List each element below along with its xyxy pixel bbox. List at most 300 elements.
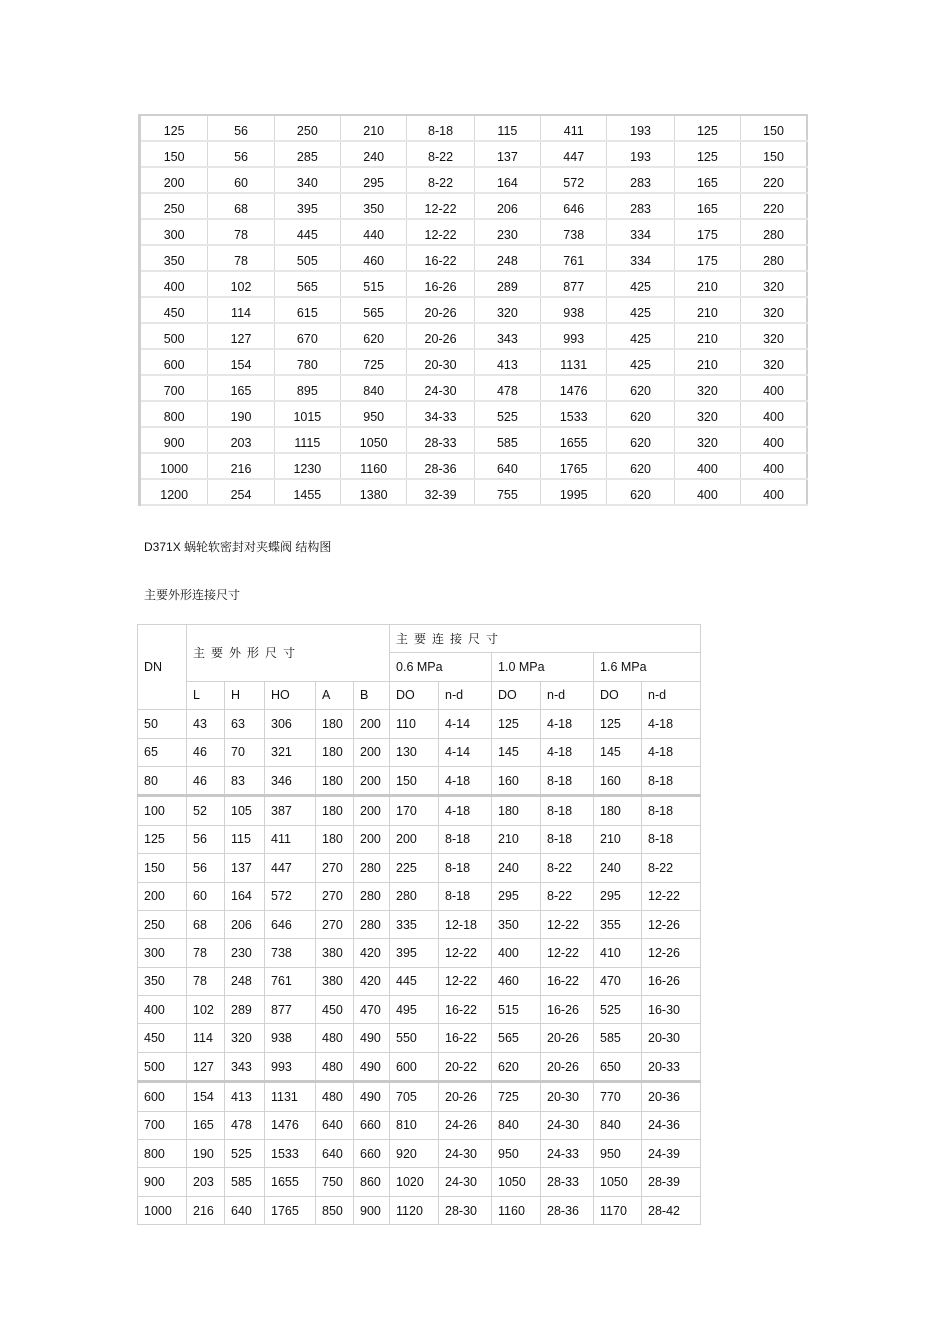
table-cell: 28-36 <box>541 1196 594 1224</box>
table-cell: 150 <box>138 854 187 882</box>
column-header: HO <box>265 681 316 709</box>
table-cell: 175 <box>674 219 740 245</box>
table-cell: 565 <box>492 1024 541 1052</box>
table-cell: 320 <box>674 401 740 427</box>
table-cell: 270 <box>316 910 354 938</box>
table-cell: 8-22 <box>642 854 701 882</box>
table-cell: 34-33 <box>407 401 474 427</box>
table-row <box>140 297 808 323</box>
column-header: DO <box>492 681 541 709</box>
table-cell: 24-36 <box>642 1111 701 1139</box>
table-cell: 895 <box>274 375 340 401</box>
table-cell: 56 <box>187 854 225 882</box>
table-cell: 425 <box>607 271 674 297</box>
column-header: B <box>354 681 390 709</box>
table-cell: 770 <box>594 1082 642 1111</box>
table-cell: 230 <box>225 939 265 967</box>
table-cell: 620 <box>607 427 674 453</box>
table-cell: 585 <box>474 427 540 453</box>
table-cell: 1476 <box>541 375 607 401</box>
table-cell: 640 <box>225 1196 265 1224</box>
table-cell: 52 <box>187 796 225 825</box>
table-cell: 78 <box>208 219 274 245</box>
pressure-header-0-6: 0.6 MPa <box>390 653 492 681</box>
table-cell: 600 <box>390 1052 439 1081</box>
table-row <box>138 967 701 995</box>
table-cell: 12-22 <box>439 967 492 995</box>
table-cell: 180 <box>492 796 541 825</box>
table-cell: 705 <box>390 1082 439 1111</box>
table-cell: 28-33 <box>407 427 474 453</box>
table-cell: 28-36 <box>407 453 474 479</box>
table-cell: 646 <box>265 910 316 938</box>
table-cell: 1160 <box>341 453 407 479</box>
table-cell: 700 <box>138 1111 187 1139</box>
table-cell: 127 <box>187 1052 225 1081</box>
table-cell: 60 <box>208 167 274 193</box>
table-cell: 280 <box>741 245 807 271</box>
table-cell: 127 <box>208 323 274 349</box>
table-cell: 280 <box>354 910 390 938</box>
table-cell: 8-22 <box>541 854 594 882</box>
table-cell: 125 <box>594 710 642 738</box>
table-row <box>138 710 701 738</box>
table-cell: 180 <box>594 796 642 825</box>
table-cell: 920 <box>390 1140 439 1168</box>
table-cell: 270 <box>316 854 354 882</box>
column-header: DO <box>390 681 439 709</box>
table-cell: 400 <box>741 479 807 505</box>
table-cell: 154 <box>187 1082 225 1111</box>
table-row <box>140 115 808 141</box>
table-cell: 200 <box>140 167 208 193</box>
table-cell: 8-18 <box>642 825 701 853</box>
table-cell: 950 <box>492 1140 541 1168</box>
table-cell: 28-42 <box>642 1196 701 1224</box>
table-cell: 248 <box>225 967 265 995</box>
table-cell: 193 <box>607 115 674 141</box>
table-cell: 950 <box>594 1140 642 1168</box>
table-cell: 4-18 <box>439 766 492 795</box>
table-row <box>138 825 701 853</box>
column-header: A <box>316 681 354 709</box>
table-cell: 900 <box>140 427 208 453</box>
table-cell: 1020 <box>390 1168 439 1196</box>
table-cell: 900 <box>138 1168 187 1196</box>
table-cell: 565 <box>341 297 407 323</box>
table-cell: 83 <box>225 766 265 795</box>
table-cell: 165 <box>187 1111 225 1139</box>
table-cell: 620 <box>607 401 674 427</box>
table-cell: 525 <box>474 401 540 427</box>
table-cell: 1655 <box>265 1168 316 1196</box>
table-row <box>138 910 701 938</box>
table-cell: 1200 <box>140 479 208 505</box>
table-cell: 525 <box>594 996 642 1024</box>
table-cell: 646 <box>541 193 607 219</box>
table-row <box>140 141 808 167</box>
table-row <box>138 1052 701 1081</box>
table-cell: 480 <box>316 1052 354 1081</box>
table-cell: 600 <box>138 1082 187 1111</box>
table-cell: 12-22 <box>407 193 474 219</box>
table-cell: 20-30 <box>541 1082 594 1111</box>
table-cell: 4-18 <box>541 710 594 738</box>
table-cell: 620 <box>607 375 674 401</box>
table-cell: 334 <box>607 219 674 245</box>
table-cell: 500 <box>140 323 208 349</box>
table-row <box>138 939 701 967</box>
table-cell: 16-22 <box>407 245 474 271</box>
table-cell: 115 <box>474 115 540 141</box>
dn-header: DN <box>138 625 187 710</box>
column-header: n-d <box>439 681 492 709</box>
table-cell: 1765 <box>541 453 607 479</box>
table-cell: 24-39 <box>642 1140 701 1168</box>
table-cell: 125 <box>674 115 740 141</box>
table-cell: 480 <box>316 1082 354 1111</box>
table-cell: 12-22 <box>541 939 594 967</box>
table-cell: 810 <box>390 1111 439 1139</box>
table-cell: 1050 <box>594 1168 642 1196</box>
table-cell: 240 <box>594 854 642 882</box>
table-cell: 160 <box>492 766 541 795</box>
table-cell: 500 <box>138 1052 187 1081</box>
table-cell: 190 <box>208 401 274 427</box>
table-cell: 400 <box>492 939 541 967</box>
table-cell: 400 <box>741 427 807 453</box>
table-cell: 125 <box>492 710 541 738</box>
table-cell: 738 <box>541 219 607 245</box>
table-cell: 4-14 <box>439 738 492 766</box>
table-cell: 150 <box>390 766 439 795</box>
table-cell: 320 <box>225 1024 265 1052</box>
table-cell: 210 <box>341 115 407 141</box>
table-cell: 320 <box>741 271 807 297</box>
table-cell: 24-26 <box>439 1111 492 1139</box>
table-cell: 225 <box>390 854 439 882</box>
table-cell: 68 <box>208 193 274 219</box>
table-cell: 200 <box>354 766 390 795</box>
table-cell: 102 <box>187 996 225 1024</box>
table-cell: 65 <box>138 738 187 766</box>
table-cell: 28-33 <box>541 1168 594 1196</box>
table-cell: 620 <box>607 453 674 479</box>
table-row <box>138 1168 701 1196</box>
table-cell: 216 <box>208 453 274 479</box>
table-cell: 400 <box>741 453 807 479</box>
table-cell: 585 <box>594 1024 642 1052</box>
table-cell: 470 <box>354 996 390 1024</box>
table-cell: 8-18 <box>541 796 594 825</box>
table-cell: 877 <box>265 996 316 1024</box>
table-cell: 8-18 <box>439 825 492 853</box>
table-cell: 993 <box>541 323 607 349</box>
table-cell: 515 <box>341 271 407 297</box>
table-cell: 340 <box>274 167 340 193</box>
table-cell: 193 <box>607 141 674 167</box>
table-cell: 164 <box>225 882 265 910</box>
table-cell: 280 <box>354 854 390 882</box>
table-cell: 761 <box>265 967 316 995</box>
column-header: L <box>187 681 225 709</box>
table-cell: 295 <box>341 167 407 193</box>
table-cell: 248 <box>474 245 540 271</box>
table-cell: 395 <box>390 939 439 967</box>
table-cell: 334 <box>607 245 674 271</box>
table-cell: 20-30 <box>642 1024 701 1052</box>
table-cell: 8-18 <box>407 115 474 141</box>
table-cell: 12-22 <box>407 219 474 245</box>
table-cell: 755 <box>474 479 540 505</box>
table-cell: 206 <box>474 193 540 219</box>
table-cell: 200 <box>354 738 390 766</box>
table-cell: 490 <box>354 1052 390 1081</box>
table-row <box>138 854 701 882</box>
table-row <box>140 167 808 193</box>
connection-dimension-table <box>137 624 701 1225</box>
table-cell: 620 <box>492 1052 541 1081</box>
table-cell: 445 <box>274 219 340 245</box>
table-cell: 572 <box>541 167 607 193</box>
table-cell: 4-18 <box>642 738 701 766</box>
table-cell: 420 <box>354 939 390 967</box>
table-cell: 16-30 <box>642 996 701 1024</box>
table-row <box>138 1111 701 1139</box>
table-cell: 450 <box>316 996 354 1024</box>
table-cell: 24-30 <box>439 1140 492 1168</box>
table-cell: 8-22 <box>407 141 474 167</box>
table-cell: 1655 <box>541 427 607 453</box>
table-cell: 450 <box>138 1024 187 1052</box>
table-cell: 650 <box>594 1052 642 1081</box>
table-cell: 447 <box>265 854 316 882</box>
table-cell: 24-33 <box>541 1140 594 1168</box>
table-cell: 170 <box>390 796 439 825</box>
table-cell: 102 <box>208 271 274 297</box>
table-cell: 130 <box>390 738 439 766</box>
table-cell: 56 <box>187 825 225 853</box>
table-cell: 320 <box>674 375 740 401</box>
table-cell: 400 <box>741 375 807 401</box>
table-cell: 350 <box>138 967 187 995</box>
table-row <box>138 1024 701 1052</box>
table-cell: 295 <box>594 882 642 910</box>
dimension-table-top-body <box>140 115 808 505</box>
table-cell: 24-30 <box>439 1168 492 1196</box>
table-cell: 306 <box>265 710 316 738</box>
table-cell: 445 <box>390 967 439 995</box>
table-cell: 12-22 <box>642 882 701 910</box>
table-cell: 150 <box>140 141 208 167</box>
table-cell: 478 <box>225 1111 265 1139</box>
table-cell: 490 <box>354 1082 390 1111</box>
table-cell: 413 <box>225 1082 265 1111</box>
table-cell: 280 <box>741 219 807 245</box>
table-cell: 572 <box>265 882 316 910</box>
table-cell: 840 <box>594 1111 642 1139</box>
table-cell: 400 <box>674 453 740 479</box>
table-cell: 56 <box>208 141 274 167</box>
table-cell: 320 <box>474 297 540 323</box>
table-cell: 200 <box>354 796 390 825</box>
table-cell: 20-30 <box>407 349 474 375</box>
table-row <box>140 401 808 427</box>
table-cell: 100 <box>138 796 187 825</box>
table-cell: 12-18 <box>439 910 492 938</box>
table-cell: 490 <box>354 1024 390 1052</box>
table-cell: 125 <box>674 141 740 167</box>
table-cell: 114 <box>187 1024 225 1052</box>
table-cell: 4-18 <box>642 710 701 738</box>
table-cell: 400 <box>138 996 187 1024</box>
table-cell: 387 <box>265 796 316 825</box>
table-cell: 200 <box>390 825 439 853</box>
table-cell: 16-26 <box>642 967 701 995</box>
table-cell: 4-18 <box>541 738 594 766</box>
table-cell: 206 <box>225 910 265 938</box>
table-cell: 63 <box>225 710 265 738</box>
table-cell: 410 <box>594 939 642 967</box>
table-cell: 380 <box>316 967 354 995</box>
table-row <box>140 271 808 297</box>
table-cell: 46 <box>187 738 225 766</box>
table-cell: 411 <box>541 115 607 141</box>
table-cell: 350 <box>492 910 541 938</box>
table-cell: 860 <box>354 1168 390 1196</box>
table-cell: 343 <box>225 1052 265 1081</box>
table-cell: 240 <box>492 854 541 882</box>
table-cell: 343 <box>474 323 540 349</box>
table-cell: 850 <box>316 1196 354 1224</box>
table-cell: 505 <box>274 245 340 271</box>
table-row <box>138 766 701 795</box>
table-row <box>140 427 808 453</box>
table-cell: 1380 <box>341 479 407 505</box>
table-cell: 154 <box>208 349 274 375</box>
table-cell: 285 <box>274 141 340 167</box>
table-cell: 1455 <box>274 479 340 505</box>
table-cell: 250 <box>138 910 187 938</box>
table-cell: 210 <box>674 271 740 297</box>
table-cell: 450 <box>140 297 208 323</box>
table-cell: 145 <box>492 738 541 766</box>
table-cell: 46 <box>187 766 225 795</box>
structure-diagram-caption: D371X 蜗轮软密封对夹蝶阀 结构图 <box>144 540 332 554</box>
table-cell: 738 <box>265 939 316 967</box>
table-cell: 1131 <box>265 1082 316 1111</box>
table-cell: 780 <box>274 349 340 375</box>
table-cell: 515 <box>492 996 541 1024</box>
table-cell: 150 <box>741 141 807 167</box>
table-cell: 78 <box>208 245 274 271</box>
table-cell: 938 <box>265 1024 316 1052</box>
table-cell: 8-18 <box>642 796 701 825</box>
table-row <box>140 193 808 219</box>
table-row <box>140 453 808 479</box>
table-cell: 495 <box>390 996 439 1024</box>
table-cell: 8-18 <box>541 766 594 795</box>
table-cell: 137 <box>474 141 540 167</box>
table-cell: 165 <box>674 193 740 219</box>
table-cell: 670 <box>274 323 340 349</box>
table-cell: 165 <box>208 375 274 401</box>
table-cell: 447 <box>541 141 607 167</box>
table-cell: 16-26 <box>541 996 594 1024</box>
table-cell: 400 <box>741 401 807 427</box>
table-cell: 200 <box>138 882 187 910</box>
table-cell: 550 <box>390 1024 439 1052</box>
table-row <box>140 479 808 505</box>
table-row <box>140 219 808 245</box>
table-cell: 16-26 <box>407 271 474 297</box>
table-cell: 24-30 <box>407 375 474 401</box>
table-cell: 1160 <box>492 1196 541 1224</box>
table-cell: 478 <box>474 375 540 401</box>
table-cell: 12-26 <box>642 939 701 967</box>
table-cell: 210 <box>594 825 642 853</box>
table-cell: 321 <box>265 738 316 766</box>
pressure-header-1-6: 1.6 MPa <box>594 653 701 681</box>
table-cell: 28-39 <box>642 1168 701 1196</box>
column-header: H <box>225 681 265 709</box>
table-cell: 640 <box>316 1111 354 1139</box>
table-cell: 20-33 <box>642 1052 701 1081</box>
table-cell: 8-22 <box>541 882 594 910</box>
table-cell: 1050 <box>341 427 407 453</box>
table-cell: 600 <box>140 349 208 375</box>
table-cell: 993 <box>265 1052 316 1081</box>
table-cell: 320 <box>741 349 807 375</box>
table-cell: 840 <box>341 375 407 401</box>
table-cell: 1765 <box>265 1196 316 1224</box>
table-cell: 1476 <box>265 1111 316 1139</box>
table-row <box>138 738 701 766</box>
table-cell: 50 <box>138 710 187 738</box>
table-cell: 203 <box>187 1168 225 1196</box>
table-cell: 56 <box>208 115 274 141</box>
table-cell: 16-22 <box>439 1024 492 1052</box>
table-cell: 8-18 <box>642 766 701 795</box>
table-cell: 355 <box>594 910 642 938</box>
table-row <box>140 323 808 349</box>
table-cell: 335 <box>390 910 439 938</box>
table-cell: 660 <box>354 1111 390 1139</box>
table-cell: 165 <box>674 167 740 193</box>
table-cell: 4-14 <box>439 710 492 738</box>
table-cell: 114 <box>208 297 274 323</box>
table-cell: 320 <box>741 297 807 323</box>
table-cell: 270 <box>316 882 354 910</box>
table-cell: 1533 <box>265 1140 316 1168</box>
table-cell: 1000 <box>140 453 208 479</box>
table-cell: 160 <box>594 766 642 795</box>
outline-dimensions-header: 主要外形尺寸 <box>187 625 390 682</box>
table-cell: 230 <box>474 219 540 245</box>
table-cell: 78 <box>187 939 225 967</box>
table-cell: 1015 <box>274 401 340 427</box>
table-cell: 164 <box>474 167 540 193</box>
table-cell: 200 <box>354 710 390 738</box>
table-cell: 20-36 <box>642 1082 701 1111</box>
table-cell: 125 <box>140 115 208 141</box>
table-row <box>138 1196 701 1224</box>
table-cell: 1050 <box>492 1168 541 1196</box>
table-cell: 125 <box>138 825 187 853</box>
table-cell: 425 <box>607 349 674 375</box>
table-cell: 8-18 <box>541 825 594 853</box>
table-cell: 460 <box>492 967 541 995</box>
